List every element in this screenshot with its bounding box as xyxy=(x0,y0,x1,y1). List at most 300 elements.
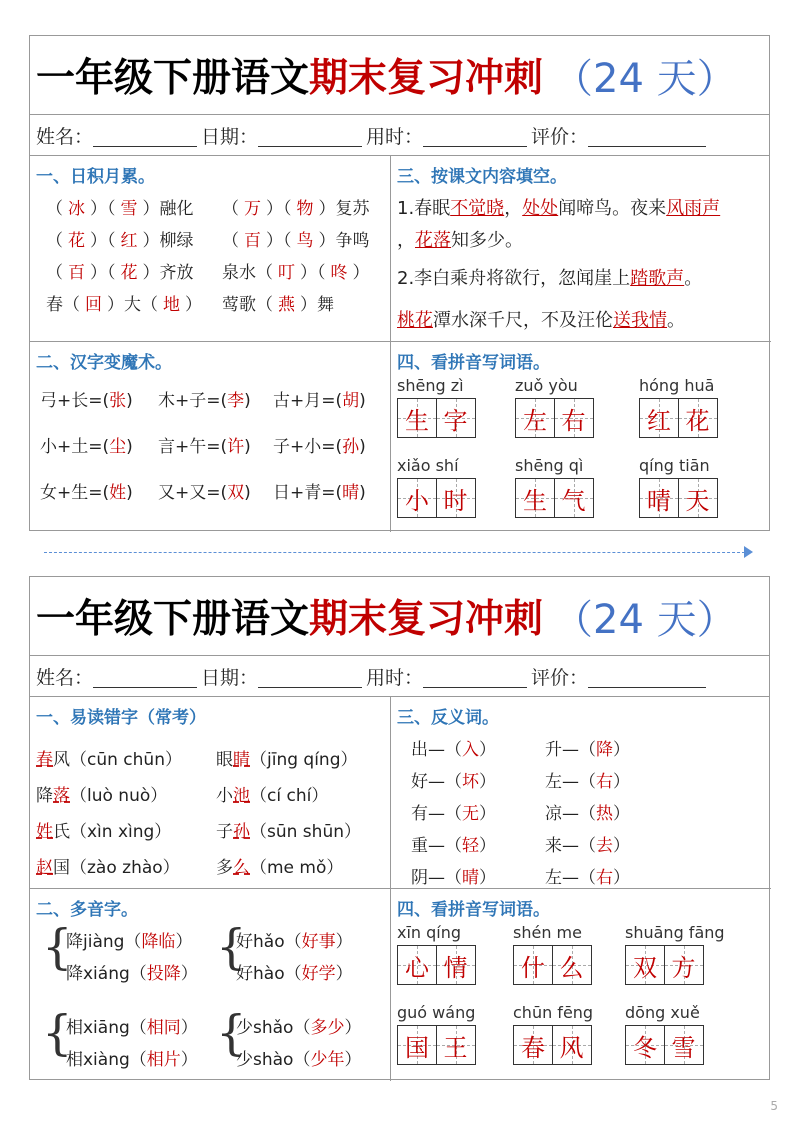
prompt-text: 升—（ xyxy=(545,740,596,760)
prompt-text: ） xyxy=(479,740,496,760)
pinyin-text: shēng zì xyxy=(397,376,464,395)
prompt-text: 好hào（ xyxy=(236,964,302,984)
misread-item xyxy=(216,745,358,770)
tianzige-box xyxy=(639,398,679,438)
answer-char: 坏 xyxy=(462,772,479,792)
antonym-item xyxy=(411,735,496,760)
brace-icon: { xyxy=(216,1005,247,1061)
section-heading: 一、日积月累。 xyxy=(36,167,155,187)
prompt-text: 子+小=( xyxy=(273,437,343,457)
answer-char: 什 xyxy=(521,953,545,982)
pinyin-word xyxy=(397,1003,493,1065)
polyphone-item xyxy=(236,927,353,952)
answer-char: 万 xyxy=(244,199,261,219)
tianzige-box xyxy=(515,478,555,518)
char-magic-item xyxy=(158,432,251,457)
prompt-text: （me mǒ） xyxy=(250,858,344,878)
pinyin-word xyxy=(639,376,735,438)
tianzige-box xyxy=(678,398,718,438)
answer-char: 热 xyxy=(596,804,613,824)
answer-char: 百 xyxy=(68,263,85,283)
antonym-item xyxy=(411,799,496,824)
answer-char: 雪 xyxy=(671,1033,696,1062)
pinyin-word xyxy=(513,1003,609,1065)
prompt-text: ） xyxy=(180,1018,198,1038)
tianzige-boxes xyxy=(397,478,493,518)
idiom-item xyxy=(222,226,370,251)
section-pinyin-words xyxy=(391,342,771,532)
answer-char: 方 xyxy=(671,953,696,982)
prompt-text: 泉水（ xyxy=(222,263,273,283)
highlight-char: 赵 xyxy=(36,858,53,878)
pinyin-word xyxy=(397,456,493,518)
highlight-char: 春 xyxy=(36,750,53,770)
prompt-text: ) xyxy=(359,483,366,503)
arrow-right-icon xyxy=(744,546,753,558)
prompt-text: 有—（ xyxy=(411,804,462,824)
section-misread-chars xyxy=(30,697,391,889)
prompt-text: 小+土=( xyxy=(40,437,110,457)
tianzige-box xyxy=(436,945,476,985)
section-heading: 四、看拼音写词语。 xyxy=(397,353,550,373)
info-row xyxy=(30,115,769,156)
tianzige-box xyxy=(397,398,437,438)
prompt-text: 凉—（ xyxy=(545,804,596,824)
idiom-item xyxy=(46,258,194,283)
pinyin-word xyxy=(515,376,611,438)
prompt-text: ) xyxy=(126,437,133,457)
name-label: 姓名： xyxy=(36,125,94,148)
answer-char: 气 xyxy=(561,486,586,515)
tianzige-box xyxy=(625,945,665,985)
misread-item xyxy=(36,817,171,842)
tianzige-box xyxy=(515,398,555,438)
brace-icon: { xyxy=(216,919,247,975)
answer-word: 相片 xyxy=(146,1050,181,1070)
prompt-text: 日+青=( xyxy=(273,483,343,503)
prompt-text: ）（ xyxy=(90,231,116,251)
prompt-text: 又+又=( xyxy=(158,483,228,503)
answer-char: 燕 xyxy=(278,295,295,315)
prompt-text: （ xyxy=(46,263,63,283)
pinyin-word xyxy=(625,923,725,985)
pinyin-word xyxy=(397,923,493,985)
answer-char: 红 xyxy=(120,231,138,251)
eval-field[interactable] xyxy=(588,665,706,688)
answer-char: 地 xyxy=(163,295,180,315)
char-magic-item xyxy=(273,386,366,411)
prompt-text: ）融化 xyxy=(142,199,194,219)
antonym-item xyxy=(411,767,496,792)
pinyin-word xyxy=(397,376,493,438)
tianzige-box xyxy=(397,1025,437,1065)
tianzige-boxes xyxy=(515,478,611,518)
prompt-text: ） xyxy=(185,295,202,315)
prompt-text: （ xyxy=(46,199,63,219)
prompt-text: 少shào（ xyxy=(236,1050,311,1070)
eval-label: 评价： xyxy=(531,666,589,689)
tianzige-box xyxy=(625,1025,665,1065)
prompt-text: （cí chí） xyxy=(250,786,329,806)
pinyin-text: xiǎo shí xyxy=(397,456,459,475)
tianzige-box xyxy=(513,945,553,985)
date-label: 日期： xyxy=(201,666,259,689)
tianzige-box xyxy=(554,398,594,438)
prompt-text: （luò nuò） xyxy=(70,786,168,806)
pinyin-text: xīn qíng xyxy=(397,923,462,942)
prompt-text: 好—（ xyxy=(411,772,462,792)
char-magic-item xyxy=(273,432,366,457)
answer-char: 李 xyxy=(227,391,245,411)
prompt-text: 重—（ xyxy=(411,836,462,856)
answer-char: 王 xyxy=(443,1033,468,1062)
prompt-text: 降xiáng（ xyxy=(66,964,147,984)
time-label: 用时： xyxy=(366,666,424,689)
card-title xyxy=(30,36,769,115)
tianzige-boxes xyxy=(515,398,611,438)
highlight-char: 孙 xyxy=(233,822,250,842)
char-magic-item xyxy=(158,478,251,503)
answer-char: 鸟 xyxy=(296,231,314,251)
poem-line-1: 1.春眠不觉晓，处处闻啼鸟。夜来风雨声 xyxy=(397,198,721,219)
answer-char: 右 xyxy=(561,406,586,435)
misread-item xyxy=(36,781,167,806)
pinyin-text: shuāng fāng xyxy=(625,923,725,942)
tianzige-boxes xyxy=(397,945,493,985)
answer-char: 张 xyxy=(109,391,127,411)
tianzige-box xyxy=(552,1025,592,1065)
section-heading: 二、多音字。 xyxy=(36,900,138,920)
tianzige-box xyxy=(397,945,437,985)
page-number: 5 xyxy=(770,1099,778,1113)
answer-char: 小 xyxy=(405,486,429,515)
answer-char: 情 xyxy=(443,953,468,982)
answer-word: 多少 xyxy=(310,1018,345,1038)
prompt-text: 木+子=( xyxy=(158,391,228,411)
worksheet-card-2 xyxy=(29,576,770,1080)
prompt-text: （jīng qíng） xyxy=(250,750,358,770)
prompt-text: （ xyxy=(222,231,239,251)
prompt-text: ） xyxy=(344,1050,362,1070)
prompt-text: 古+月=( xyxy=(273,391,343,411)
answer-char: 许 xyxy=(227,437,245,457)
tianzige-boxes xyxy=(397,398,493,438)
pinyin-word xyxy=(513,923,609,985)
misread-item xyxy=(216,781,328,806)
title-days: （24 天） xyxy=(553,596,737,643)
answer-word: 好事 xyxy=(301,932,336,952)
prompt-text: 女+生=( xyxy=(40,483,110,503)
prompt-text: 左—（ xyxy=(545,868,596,888)
char-magic-item xyxy=(40,432,133,457)
prompt-text: ） xyxy=(479,868,496,888)
time-field[interactable] xyxy=(423,124,527,147)
answer-char: 去 xyxy=(596,836,613,856)
answer-char: 物 xyxy=(296,199,314,219)
name-field[interactable] xyxy=(93,124,197,147)
tianzige-boxes xyxy=(513,1025,609,1065)
answer-word: 降临 xyxy=(141,932,176,952)
prompt-text: ） xyxy=(613,740,630,760)
answer-word: 少年 xyxy=(310,1050,345,1070)
date-field[interactable] xyxy=(258,124,362,147)
prompt-text: ）舞 xyxy=(300,295,334,315)
answer-char: 花 xyxy=(685,406,710,435)
idiom-item xyxy=(222,290,334,315)
polyphone-item xyxy=(236,1013,361,1038)
prompt-text: 氏（xìn xìng） xyxy=(53,822,172,842)
tianzige-box xyxy=(397,478,437,518)
prompt-text: （ xyxy=(222,199,239,219)
answer-char: 花 xyxy=(68,231,85,251)
answer-char: 么 xyxy=(559,953,584,982)
prompt-text: 风（cūn chūn） xyxy=(53,750,182,770)
answer-char: 入 xyxy=(462,740,479,760)
prompt-text: ） xyxy=(613,772,630,792)
misread-item xyxy=(216,853,343,878)
poem-line-2: ，花落知多少。 xyxy=(397,230,523,251)
tianzige-boxes xyxy=(639,398,735,438)
prompt-text: （sūn shūn） xyxy=(250,822,361,842)
prompt-text: ) xyxy=(244,437,251,457)
prompt-text: ）争鸣 xyxy=(318,231,370,251)
tianzige-box xyxy=(664,945,704,985)
answer-char: 风 xyxy=(559,1033,584,1062)
prompt-text: 好hǎo（ xyxy=(236,932,302,952)
antonym-item xyxy=(411,863,496,888)
brace-icon: { xyxy=(42,1005,73,1061)
pinyin-word xyxy=(639,456,735,518)
prompt-text: ） xyxy=(613,836,630,856)
answer-char: 冰 xyxy=(68,199,85,219)
section-heading: 三、按课文内容填空。 xyxy=(397,167,567,187)
tianzige-box xyxy=(513,1025,553,1065)
pinyin-text: chūn fēng xyxy=(513,1003,594,1022)
answer-char: 生 xyxy=(405,406,429,435)
polyphone-item xyxy=(66,1013,198,1038)
prompt-text: ）（ xyxy=(90,199,116,219)
prompt-text: ）（ xyxy=(300,263,326,283)
prompt-text: ）（ xyxy=(266,231,292,251)
prompt-text: 相xiāng（ xyxy=(66,1018,147,1038)
answer-char: 天 xyxy=(685,486,710,515)
char-magic-item xyxy=(40,386,133,411)
char-magic-item xyxy=(158,386,251,411)
misread-item xyxy=(216,817,361,842)
prompt-text: ) xyxy=(126,391,133,411)
answer-char: 国 xyxy=(405,1033,429,1062)
misread-item xyxy=(36,853,180,878)
section-accumulate xyxy=(30,156,391,342)
prompt-text: 少shǎo（ xyxy=(236,1018,311,1038)
title-highlight: 期末复习冲刺 xyxy=(309,596,544,642)
prompt-text: 阴—（ xyxy=(411,868,462,888)
section-char-magic xyxy=(30,342,391,532)
antonym-item xyxy=(545,735,630,760)
prompt-text: ）复苏 xyxy=(318,199,370,219)
eval-label: 评价： xyxy=(531,125,589,148)
idiom-item xyxy=(46,226,194,251)
section-antonyms xyxy=(391,697,771,889)
char-magic-item xyxy=(40,478,133,503)
char-magic-item xyxy=(273,478,366,503)
answer-char: 胡 xyxy=(342,391,360,411)
prompt-text: （ xyxy=(46,231,63,251)
polyphone-item xyxy=(66,927,192,952)
prompt-text: ）柳绿 xyxy=(142,231,194,251)
polyphone-item xyxy=(66,1045,198,1070)
idiom-item xyxy=(222,258,370,283)
prompt-text: ） xyxy=(352,263,370,283)
prompt-text: ） xyxy=(335,964,353,984)
answer-char: 孙 xyxy=(342,437,360,457)
answer-char: 晴 xyxy=(342,483,360,503)
separator-line xyxy=(44,552,750,553)
prompt-text: 春（ xyxy=(46,295,80,315)
answer-char: 生 xyxy=(523,486,547,515)
section-heading: 三、反义词。 xyxy=(397,708,499,728)
time-field[interactable] xyxy=(423,665,527,688)
answer-char: 回 xyxy=(85,295,102,315)
answer-char: 双 xyxy=(227,483,245,503)
tianzige-box xyxy=(552,945,592,985)
prompt-text: ） xyxy=(479,772,496,792)
polyphone-item xyxy=(66,959,198,984)
prompt-text: 国（zào zhào） xyxy=(53,858,180,878)
section-heading: 二、汉字变魔术。 xyxy=(36,353,172,373)
prompt-text: 眼 xyxy=(216,750,233,770)
answer-char: 轻 xyxy=(462,836,479,856)
pinyin-word xyxy=(625,1003,721,1065)
tianzige-box xyxy=(678,478,718,518)
answer-char: 花 xyxy=(120,263,138,283)
idiom-item xyxy=(222,194,370,219)
title-main: 一年级下册语文 xyxy=(36,55,310,101)
worksheet-card-1 xyxy=(29,35,770,531)
pinyin-text: qíng tiān xyxy=(639,456,710,475)
answer-char: 降 xyxy=(596,740,613,760)
pinyin-text: shén me xyxy=(513,923,582,942)
tianzige-box xyxy=(436,398,476,438)
highlight-char: 落 xyxy=(53,786,70,806)
pinyin-text: guó wáng xyxy=(397,1003,476,1022)
prompt-text: ) xyxy=(359,437,366,457)
prompt-text: ） xyxy=(180,964,198,984)
antonym-item xyxy=(411,831,496,856)
highlight-char: 池 xyxy=(233,786,250,806)
tianzige-box xyxy=(554,478,594,518)
answer-char: 右 xyxy=(596,772,613,792)
tianzige-box xyxy=(436,478,476,518)
info-row xyxy=(30,656,769,697)
prompt-text: ) xyxy=(244,391,251,411)
tianzige-boxes xyxy=(625,1025,721,1065)
answer-char: 左 xyxy=(523,406,547,435)
prompt-text: ) xyxy=(126,483,133,503)
name-label: 姓名： xyxy=(36,666,94,689)
eval-field[interactable] xyxy=(588,124,706,147)
answer-char: 晴 xyxy=(647,486,671,515)
answer-char: 红 xyxy=(647,406,671,435)
answer-char: 尘 xyxy=(109,437,127,457)
answer-char: 双 xyxy=(633,953,657,982)
pinyin-text: hóng huā xyxy=(639,376,715,395)
prompt-text: 弓+长=( xyxy=(40,391,110,411)
polyphone-item xyxy=(236,1045,361,1070)
answer-char: 咚 xyxy=(330,263,348,283)
answer-char: 叮 xyxy=(278,263,295,283)
answer-word: 投降 xyxy=(146,964,181,984)
pinyin-text: zuǒ yòu xyxy=(515,376,578,395)
tianzige-box xyxy=(436,1025,476,1065)
tianzige-boxes xyxy=(625,945,721,985)
prompt-text: ） xyxy=(479,836,496,856)
answer-char: 无 xyxy=(462,804,479,824)
date-label: 日期： xyxy=(201,125,259,148)
prompt-text: 出—（ xyxy=(411,740,462,760)
answer-char: 春 xyxy=(521,1033,545,1062)
idiom-item xyxy=(46,194,194,219)
date-field[interactable] xyxy=(258,665,362,688)
section-polyphones xyxy=(30,889,391,1081)
answer-char: 心 xyxy=(405,953,429,982)
prompt-text: ） xyxy=(613,868,630,888)
pinyin-word xyxy=(515,456,611,518)
antonym-item xyxy=(545,831,630,856)
card-title xyxy=(30,577,769,656)
prompt-text: ） xyxy=(335,932,353,952)
prompt-text: ) xyxy=(244,483,251,503)
prompt-text: 相xiàng（ xyxy=(66,1050,147,1070)
pinyin-text: dōng xuě xyxy=(625,1003,700,1022)
highlight-char: 睛 xyxy=(233,750,250,770)
title-highlight: 期末复习冲刺 xyxy=(309,55,544,101)
answer-word: 相同 xyxy=(146,1018,181,1038)
prompt-text: 左—（ xyxy=(545,772,596,792)
highlight-char: 么 xyxy=(233,858,250,878)
antonym-item xyxy=(545,799,630,824)
tianzige-box xyxy=(664,1025,704,1065)
answer-char: 冬 xyxy=(633,1033,657,1062)
prompt-text: 多 xyxy=(216,858,233,878)
poem-line-4: 桃花潭水深千尺，不及汪伦送我情。 xyxy=(397,310,685,331)
pinyin-text: shēng qì xyxy=(515,456,584,475)
prompt-text: 降 xyxy=(36,786,53,806)
answer-char: 雪 xyxy=(120,199,138,219)
answer-word: 好学 xyxy=(301,964,336,984)
prompt-text: 小 xyxy=(216,786,233,806)
answer-char: 百 xyxy=(244,231,261,251)
title-days: （24 天） xyxy=(553,55,737,102)
answer-char: 晴 xyxy=(462,868,479,888)
name-field[interactable] xyxy=(93,665,197,688)
highlight-char: 姓 xyxy=(36,822,53,842)
tianzige-boxes xyxy=(639,478,735,518)
prompt-text: ）齐放 xyxy=(142,263,194,283)
answer-char: 时 xyxy=(443,486,468,515)
answer-char: 字 xyxy=(443,406,468,435)
prompt-text: ）（ xyxy=(90,263,116,283)
section-heading: 一、易读错字（常考） xyxy=(36,708,206,728)
antonym-item xyxy=(545,863,630,888)
polyphone-item xyxy=(236,959,353,984)
prompt-text: 莺歌（ xyxy=(222,295,273,315)
answer-char: 右 xyxy=(596,868,613,888)
prompt-text: ) xyxy=(359,391,366,411)
prompt-text: ） xyxy=(479,804,496,824)
prompt-text: 子 xyxy=(216,822,233,842)
prompt-text: 降jiàng（ xyxy=(66,932,142,952)
